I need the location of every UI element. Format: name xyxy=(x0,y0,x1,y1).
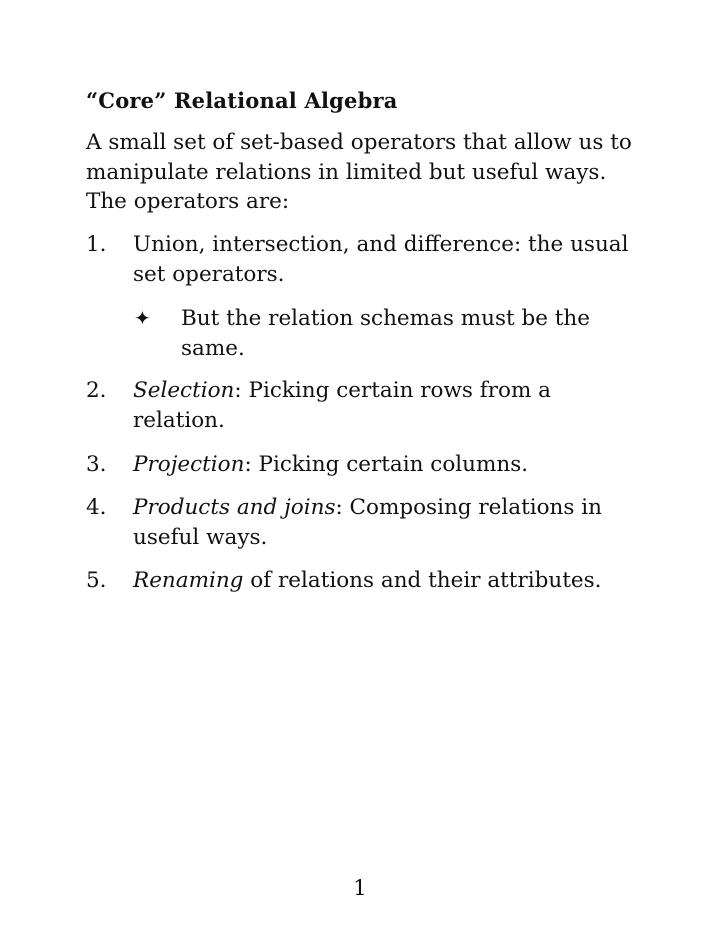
list-number: 5. xyxy=(86,568,107,593)
intro-paragraph xyxy=(86,128,646,217)
list-item-body xyxy=(133,566,643,596)
list-number: 2. xyxy=(86,378,107,403)
four-point-star-bullet-icon: ✦ xyxy=(134,306,151,330)
list-item-line: set operators. xyxy=(133,261,285,287)
list-item-line xyxy=(133,450,643,480)
intro-line: manipulate relations in limited but useful ways. xyxy=(86,159,607,185)
list-item-text: : Composing relations in xyxy=(335,495,602,520)
list-item-line: relation. xyxy=(133,407,225,433)
list-item-line xyxy=(133,493,643,523)
list-item-body xyxy=(133,230,643,289)
list-item-body xyxy=(133,450,643,480)
emphasized-term: Renaming xyxy=(133,568,244,593)
list-item-text: : Picking certain rows from a xyxy=(234,378,551,403)
intro-line: A small set of set-based operators that allow us to xyxy=(86,130,632,155)
emphasized-term: Projection xyxy=(133,452,245,477)
list-number: 3. xyxy=(86,452,107,477)
emphasized-term: Selection xyxy=(133,378,235,403)
list-item-line xyxy=(133,376,643,406)
sub-bullet-body xyxy=(181,304,631,363)
list-item-text: : Picking certain columns. xyxy=(244,452,529,477)
list-item-body xyxy=(133,493,643,552)
list-number: 1. xyxy=(86,232,107,257)
sub-bullet-line: same. xyxy=(181,335,245,361)
list-item-line: useful ways. xyxy=(133,524,268,550)
list-number: 4. xyxy=(86,495,107,520)
emphasized-term: Products and joins xyxy=(133,495,336,520)
list-item-line: Union, intersection, and difference: the usual xyxy=(133,232,629,257)
page-number: 1 xyxy=(353,876,367,901)
list-item-body xyxy=(133,376,643,435)
list-item-line xyxy=(133,566,643,596)
slide-title: “Core” Relational Algebra xyxy=(86,88,398,113)
list-item-text: of relations and their attributes. xyxy=(243,568,602,593)
sub-bullet-line: But the relation schemas must be the xyxy=(181,306,590,331)
intro-line: The operators are: xyxy=(86,189,290,214)
